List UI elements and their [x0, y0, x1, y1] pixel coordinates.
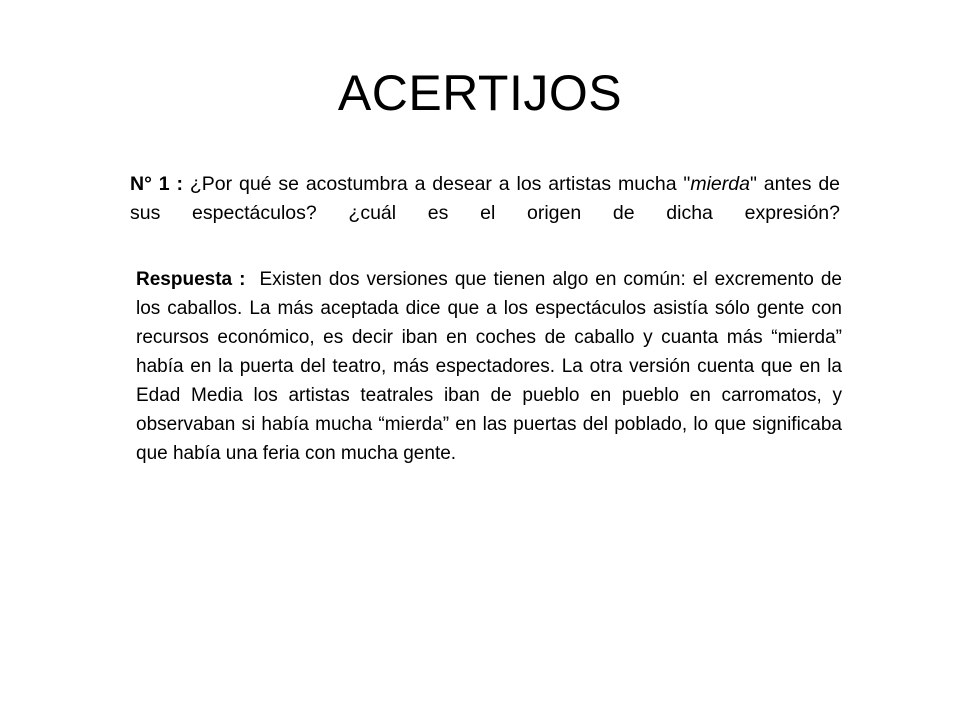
- slide-title: ACERTIJOS: [337, 65, 623, 121]
- question-label: N° 1 :: [130, 173, 183, 195]
- question-emphasis: mierda: [690, 173, 750, 195]
- question-text-after: " antes de sus espectáculos? ¿cuál es el origen de dicha expresión?: [130, 173, 841, 224]
- question-text-before: ¿Por qué se acostumbra a desear a los artistas mucha ": [189, 173, 691, 195]
- answer-text: Existen dos versiones que tienen algo en común: el excremento de los caballos. La más aceptada dice que a los espectáculos asistía sólo gente con recursos económico, es decir iban en coches de caballo y cuanta más “mierda” había en la puerta del teatro, más espectadores. La otra versión cuenta que en la Edad Media los artistas teatrales iban de pueblo en pueblo en carromatos, y observaban si había mucha “mierda” en las puertas del poblado, lo que significaba que había una feria con mucha gente.: [136, 269, 842, 464]
- answer-label: Respuesta :: [136, 269, 246, 290]
- question-paragraph: [130, 170, 840, 228]
- answer-paragraph: [136, 265, 842, 468]
